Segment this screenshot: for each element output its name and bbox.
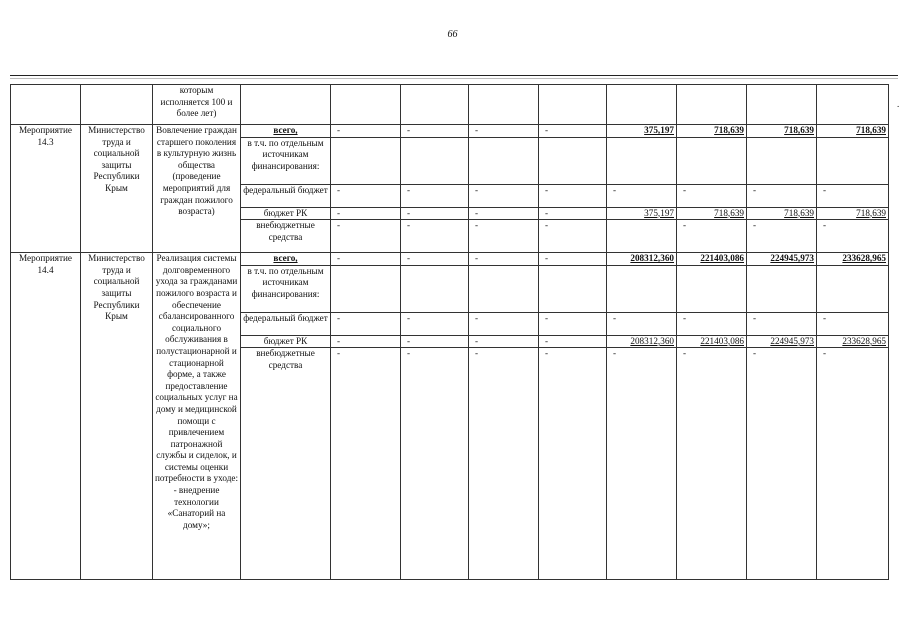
funding-value-cell: - xyxy=(747,348,817,580)
carryover-value-cell xyxy=(817,85,889,125)
carryover-value-cell xyxy=(677,85,747,125)
funding-value-cell: 208312,360 xyxy=(607,335,677,348)
measure-id-cell: Мероприятие 14.3 xyxy=(11,125,81,253)
carryover-value-cell xyxy=(747,85,817,125)
funding-source-label: федеральный бюджет xyxy=(241,184,331,207)
funding-value-cell: 208312,360 xyxy=(607,253,677,266)
funding-value-cell: - xyxy=(539,207,607,220)
funding-value-cell: 718,639 xyxy=(677,207,747,220)
funding-value-cell xyxy=(677,137,747,184)
funding-value-cell xyxy=(401,137,469,184)
funding-value-cell: - xyxy=(331,207,401,220)
funding-value-cell: 375,197 xyxy=(607,207,677,220)
funding-value-cell: 375,197 xyxy=(607,125,677,138)
funding-value-cell xyxy=(817,137,889,184)
funding-value-cell: - xyxy=(469,220,539,253)
measure-id-cell: Мероприятие 14.4 xyxy=(11,253,81,580)
funding-value-cell xyxy=(607,220,677,253)
funding-value-cell xyxy=(469,137,539,184)
funding-value-cell: 718,639 xyxy=(747,207,817,220)
funding-value-cell: - xyxy=(677,220,747,253)
funding-source-label: в т.ч. по отдельным источникам финансирования: xyxy=(241,137,331,184)
funding-value-cell: 718,639 xyxy=(677,125,747,138)
responsible-org-cell: Министерство труда и социальной защиты Республики Крым xyxy=(81,125,153,253)
funding-value-cell: - xyxy=(607,184,677,207)
funding-value-cell: - xyxy=(401,220,469,253)
funding-value-cell: - xyxy=(331,312,401,335)
funding-value-cell: - xyxy=(331,125,401,138)
carryover-desc-cell: которым исполняется 100 и более лет) xyxy=(153,85,241,125)
funding-source-label: всего, xyxy=(241,125,331,138)
header-rule xyxy=(10,75,898,76)
funding-value-cell: 718,639 xyxy=(817,207,889,220)
funding-value-cell: - xyxy=(401,312,469,335)
funding-value-cell xyxy=(539,137,607,184)
funding-value-cell: 224945,973 xyxy=(747,253,817,266)
funding-source-label: бюджет РК xyxy=(241,335,331,348)
funding-value-cell: - xyxy=(401,335,469,348)
funding-value-cell: - xyxy=(469,207,539,220)
funding-value-cell xyxy=(677,265,747,312)
carryover-value-cell xyxy=(401,85,469,125)
funding-value-cell: - xyxy=(677,348,747,580)
funding-value-cell: - xyxy=(331,184,401,207)
funding-value-cell: - xyxy=(539,125,607,138)
source-row xyxy=(11,253,889,266)
funding-value-cell xyxy=(469,265,539,312)
carryover-id-cell xyxy=(11,85,81,125)
funding-value-cell: - xyxy=(539,253,607,266)
funding-value-cell: - xyxy=(817,312,889,335)
funding-value-cell xyxy=(817,265,889,312)
funding-value-cell: - xyxy=(469,348,539,580)
funding-value-cell: 233628,965 xyxy=(817,335,889,348)
funding-value-cell: - xyxy=(331,253,401,266)
funding-value-cell: - xyxy=(469,184,539,207)
funding-value-cell: - xyxy=(401,125,469,138)
funding-value-cell: - xyxy=(469,125,539,138)
margin-mark: . xyxy=(897,99,900,109)
funding-value-cell: - xyxy=(331,335,401,348)
funding-value-cell: - xyxy=(401,348,469,580)
funding-value-cell: - xyxy=(539,348,607,580)
funding-value-cell: 233628,965 xyxy=(817,253,889,266)
source-row xyxy=(11,125,889,138)
funding-value-cell: - xyxy=(539,312,607,335)
funding-value-cell: - xyxy=(747,312,817,335)
table-body xyxy=(11,85,889,580)
funding-value-cell: - xyxy=(331,348,401,580)
funding-value-cell: - xyxy=(401,207,469,220)
funding-value-cell: - xyxy=(747,220,817,253)
funding-value-cell xyxy=(331,137,401,184)
funding-source-label: в т.ч. по отдельным источникам финансирования: xyxy=(241,265,331,312)
funding-value-cell: - xyxy=(401,184,469,207)
funding-value-cell: 224945,973 xyxy=(747,335,817,348)
funding-value-cell: 718,639 xyxy=(747,125,817,138)
responsible-org-cell: Министерство труда и социальной защиты Республики Крым xyxy=(81,253,153,580)
funding-value-cell: - xyxy=(469,253,539,266)
carryover-value-cell xyxy=(331,85,401,125)
funding-source-label: внебюджетные средства xyxy=(241,348,331,580)
funding-value-cell xyxy=(607,137,677,184)
financing-table xyxy=(10,84,889,580)
funding-value-cell: - xyxy=(677,312,747,335)
funding-value-cell: 718,639 xyxy=(817,125,889,138)
funding-value-cell: 221403,086 xyxy=(677,335,747,348)
funding-source-label: всего, xyxy=(241,253,331,266)
funding-source-label: федеральный бюджет xyxy=(241,312,331,335)
page-number: 66 xyxy=(447,29,458,40)
funding-source-label: внебюджетные средства xyxy=(241,220,331,253)
carryover-row xyxy=(11,85,889,125)
funding-value-cell xyxy=(747,265,817,312)
carryover-org-cell xyxy=(81,85,153,125)
funding-value-cell: - xyxy=(469,335,539,348)
measure-description-cell: Реализация системы долговременного ухода за гражданами пожилого возраста и обеспечение сбалансированного социального обслуживания в полустационарной и стационарной форме, а также предоставление социальных услуг на дому и медицинской помощи с привлечением патронажной службы и сиделок, и системы оценки потребности в уходе: - внедрение технологии «Санаторий на дому»; xyxy=(153,253,241,580)
carryover-source-cell xyxy=(241,85,331,125)
funding-value-cell: - xyxy=(539,184,607,207)
funding-value-cell: - xyxy=(677,184,747,207)
funding-value-cell xyxy=(331,265,401,312)
funding-value-cell: - xyxy=(331,220,401,253)
funding-value-cell xyxy=(607,265,677,312)
funding-value-cell: - xyxy=(817,220,889,253)
funding-value-cell xyxy=(747,137,817,184)
funding-value-cell: - xyxy=(469,312,539,335)
funding-value-cell xyxy=(539,265,607,312)
funding-value-cell: - xyxy=(607,312,677,335)
funding-value-cell: - xyxy=(747,184,817,207)
funding-value-cell: - xyxy=(607,348,677,580)
funding-value-cell: 221403,086 xyxy=(677,253,747,266)
funding-value-cell: - xyxy=(539,220,607,253)
funding-value-cell: - xyxy=(817,184,889,207)
funding-value-cell: - xyxy=(539,335,607,348)
measure-description-cell: Вовлечение граждан старшего поколения в культурную жизнь общества (проведение мероприятий для граждан пожилого возраста) xyxy=(153,125,241,253)
carryover-value-cell xyxy=(607,85,677,125)
carryover-value-cell xyxy=(469,85,539,125)
funding-source-label: бюджет РК xyxy=(241,207,331,220)
carryover-value-cell xyxy=(539,85,607,125)
funding-value-cell: - xyxy=(817,348,889,580)
funding-value-cell xyxy=(401,265,469,312)
funding-value-cell: - xyxy=(401,253,469,266)
header-rule-secondary xyxy=(10,78,898,79)
